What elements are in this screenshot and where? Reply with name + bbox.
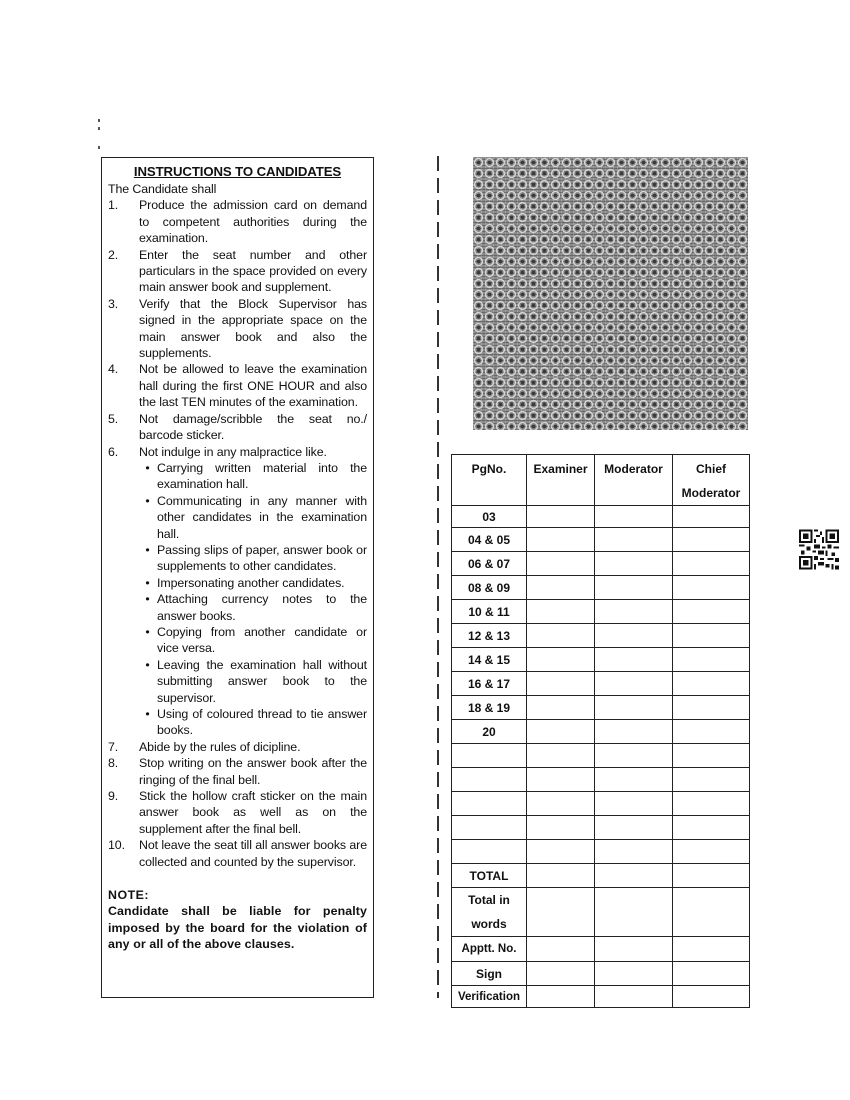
- page-number-cell: 06 & 07: [452, 552, 527, 576]
- moderator-cell[interactable]: [595, 937, 673, 962]
- instruction-number: 10.: [108, 838, 125, 853]
- malpractice-text: Impersonating another candidates.: [157, 575, 345, 590]
- page-number-cell: 16 & 17: [452, 672, 527, 696]
- instructions-title: INSTRUCTIONS TO CANDIDATES: [133, 164, 342, 179]
- qr-code-icon: [799, 529, 839, 570]
- instruction-number: 1.: [108, 198, 119, 213]
- margin-tick: [98, 146, 100, 149]
- table-row: [452, 506, 750, 528]
- moderator-cell[interactable]: [595, 648, 673, 672]
- instruction-text: Stick the hollow craft sticker on the main answer book as well as on the supplement after the final bell.: [139, 789, 367, 836]
- examiner-cell[interactable]: [527, 672, 595, 696]
- examiner-cell[interactable]: [527, 744, 595, 768]
- examiner-cell[interactable]: [527, 888, 595, 937]
- malpractice-text: Passing slips of paper, answer book or supplements to other candidates.: [157, 542, 367, 574]
- instruction-body: [139, 444, 367, 739]
- malpractice-item: [138, 591, 367, 624]
- malpractice-text: Communicating in any manner with other candidates in the examination hall.: [157, 493, 367, 541]
- header-chief-moderator: Chief Moderator: [673, 455, 750, 506]
- total-words-row: [452, 888, 750, 937]
- blank-cell[interactable]: [452, 840, 527, 864]
- chief-moderator-cell[interactable]: [673, 506, 750, 528]
- blank-cell[interactable]: [452, 768, 527, 792]
- chief-moderator-cell[interactable]: [673, 576, 750, 600]
- chief-moderator-cell[interactable]: [673, 648, 750, 672]
- margin-tick: [98, 119, 100, 122]
- instruction-number: 4.: [108, 362, 119, 377]
- table-row: [452, 624, 750, 648]
- examiner-cell[interactable]: [527, 576, 595, 600]
- instruction-number: 7.: [108, 739, 119, 754]
- table-row-blank: [452, 768, 750, 792]
- header-pgno: PgNo.: [452, 455, 527, 506]
- malpractice-text: Leaving the examination hall without submitting answer book to the supervisor.: [157, 657, 367, 705]
- moderator-cell[interactable]: [595, 840, 673, 864]
- malpractice-text: Carrying written material into the examination hall.: [157, 460, 367, 492]
- instruction-number: 5.: [108, 411, 119, 426]
- moderator-cell[interactable]: [595, 962, 673, 986]
- instruction-item: [108, 361, 367, 410]
- chief-moderator-cell[interactable]: [673, 962, 750, 986]
- examiner-cell[interactable]: [527, 624, 595, 648]
- instruction-number: 9.: [108, 789, 119, 804]
- bullet-icon: •: [145, 542, 150, 557]
- total-label: TOTAL: [452, 864, 527, 888]
- examiner-cell[interactable]: [527, 720, 595, 744]
- total-row: [452, 864, 750, 888]
- table-row: [452, 552, 750, 576]
- instruction-item: [108, 444, 367, 739]
- instruction-text: Stop writing on the answer book after the ringing of the final bell.: [139, 756, 367, 787]
- marks-table: [451, 454, 750, 1008]
- instruction-text: Not leave the seat till all answer books are collected and counted by the supervisor.: [139, 838, 367, 869]
- bullet-icon: •: [145, 707, 150, 721]
- moderator-cell[interactable]: [595, 986, 673, 1008]
- chief-moderator-cell[interactable]: [673, 720, 750, 744]
- moderator-cell[interactable]: [595, 720, 673, 744]
- malpractice-item: [138, 706, 367, 739]
- instructions-list: [108, 197, 367, 870]
- page-number-cell: 03: [452, 506, 527, 528]
- instruction-text: Enter the seat number and other particulars in the space provided on every main answer book and supplement.: [139, 247, 367, 295]
- security-pattern: [473, 157, 748, 430]
- instruction-item: [108, 755, 367, 788]
- moderator-cell[interactable]: [595, 816, 673, 840]
- blank-cell[interactable]: [452, 792, 527, 816]
- moderator-cell[interactable]: [595, 576, 673, 600]
- page-number-cell: 08 & 09: [452, 576, 527, 600]
- table-row: [452, 600, 750, 624]
- examiner-cell[interactable]: [527, 696, 595, 720]
- page-number-cell: 12 & 13: [452, 624, 527, 648]
- malpractice-text: Using of coloured thread to tie answer books.: [157, 707, 367, 738]
- bullet-icon: •: [145, 624, 150, 639]
- malpractice-text: Attaching currency notes to the answer books.: [157, 592, 367, 623]
- examiner-cell[interactable]: [527, 986, 595, 1008]
- blank-cell[interactable]: [452, 816, 527, 840]
- verification-label: Verification: [452, 986, 527, 1008]
- table-row: [452, 528, 750, 552]
- instruction-text: Not damage/scribble the seat no./ barcode sticker.: [139, 411, 367, 443]
- chief-moderator-cell[interactable]: [673, 986, 750, 1008]
- header-moderator: Moderator: [595, 455, 673, 506]
- moderator-cell[interactable]: [595, 792, 673, 816]
- blank-cell[interactable]: [452, 744, 527, 768]
- instruction-text: Not be allowed to leave the examination hall during the first ONE HOUR and also the last TEN minutes of the examination.: [139, 362, 367, 410]
- malpractice-item: [138, 624, 367, 657]
- chief-moderator-cell[interactable]: [673, 792, 750, 816]
- chief-moderator-cell[interactable]: [673, 864, 750, 888]
- moderator-cell[interactable]: [595, 624, 673, 648]
- instruction-item: [108, 837, 367, 870]
- chief-moderator-cell[interactable]: [673, 768, 750, 792]
- page-number-cell: 10 & 11: [452, 600, 527, 624]
- table-row: [452, 576, 750, 600]
- header-examiner: Examiner: [527, 455, 595, 506]
- malpractice-item: [138, 493, 367, 542]
- examiner-cell[interactable]: [527, 864, 595, 888]
- moderator-cell[interactable]: [595, 744, 673, 768]
- examiner-cell[interactable]: [527, 528, 595, 552]
- table-row: [452, 696, 750, 720]
- cut-line-divider: [437, 156, 439, 998]
- examiner-cell[interactable]: [527, 600, 595, 624]
- instruction-number: 8.: [108, 756, 119, 771]
- instruction-number: 6.: [108, 444, 119, 459]
- moderator-cell[interactable]: [595, 768, 673, 792]
- total-words-label: Total in words: [452, 888, 527, 937]
- sign-row: [452, 962, 750, 986]
- malpractice-item: [138, 542, 367, 575]
- instruction-text: Verify that the Block Supervisor has signed in the appropriate space on the main answer book and also the supplements.: [139, 296, 367, 361]
- chief-moderator-cell[interactable]: [673, 816, 750, 840]
- examiner-cell[interactable]: [527, 552, 595, 576]
- appointment-row: [452, 937, 750, 962]
- examiner-cell[interactable]: [527, 816, 595, 840]
- instruction-text: Not indulge in any malpractice like.: [139, 444, 327, 459]
- bullet-icon: •: [145, 657, 150, 672]
- chief-moderator-cell[interactable]: [673, 937, 750, 962]
- instructions-box: [101, 157, 374, 998]
- table-row-blank: [452, 840, 750, 864]
- moderator-cell[interactable]: [595, 696, 673, 720]
- moderator-cell[interactable]: [595, 506, 673, 528]
- instruction-number: 3.: [108, 296, 119, 311]
- examiner-cell[interactable]: [527, 937, 595, 962]
- instruction-item: [108, 739, 367, 755]
- instruction-item: [108, 788, 367, 837]
- malpractice-text: Copying from another candidate or vice versa.: [157, 624, 367, 656]
- moderator-cell[interactable]: [595, 528, 673, 552]
- verification-row: [452, 986, 750, 1008]
- chief-moderator-cell[interactable]: [673, 696, 750, 720]
- note-text: Candidate shall be liable for penalty imposed by the board for the violation of any or all of the above clauses.: [108, 904, 367, 952]
- instruction-item: [108, 197, 367, 246]
- sign-label: Sign: [452, 962, 527, 986]
- chief-moderator-cell[interactable]: [673, 840, 750, 864]
- table-row: [452, 648, 750, 672]
- instruction-text: Abide by the rules of dicipline.: [139, 739, 301, 754]
- moderator-cell[interactable]: [595, 600, 673, 624]
- appointment-label: Apptt. No.: [452, 937, 527, 962]
- table-row: [452, 720, 750, 744]
- note-title: NOTE:: [108, 888, 150, 903]
- table-row-blank: [452, 744, 750, 768]
- malpractice-item: [138, 657, 367, 706]
- examiner-cell[interactable]: [527, 962, 595, 986]
- instructions-intro: The Candidate shall: [108, 182, 217, 196]
- chief-moderator-cell[interactable]: [673, 528, 750, 552]
- instruction-item: [108, 247, 367, 296]
- margin-tick: [98, 127, 100, 130]
- examiner-cell[interactable]: [527, 792, 595, 816]
- chief-moderator-cell[interactable]: [673, 744, 750, 768]
- moderator-cell[interactable]: [595, 672, 673, 696]
- instruction-number: 2.: [108, 247, 119, 262]
- table-row-blank: [452, 792, 750, 816]
- marks-header-row: [452, 455, 750, 506]
- examiner-cell[interactable]: [527, 648, 595, 672]
- moderator-cell[interactable]: [595, 552, 673, 576]
- page-number-cell: 04 & 05: [452, 528, 527, 552]
- malpractice-item: [138, 575, 367, 591]
- page-number-cell: 14 & 15: [452, 648, 527, 672]
- moderator-cell[interactable]: [595, 864, 673, 888]
- bullet-icon: •: [145, 460, 150, 475]
- table-row: [452, 672, 750, 696]
- page-number-cell: 18 & 19: [452, 696, 527, 720]
- page-number-cell: 20: [452, 720, 527, 744]
- chief-moderator-cell[interactable]: [673, 552, 750, 576]
- bullet-icon: •: [145, 592, 150, 607]
- moderator-cell[interactable]: [595, 888, 673, 937]
- examiner-cell[interactable]: [527, 506, 595, 528]
- malpractice-item: [138, 460, 367, 493]
- examiner-cell[interactable]: [527, 840, 595, 864]
- instruction-item: [108, 296, 367, 362]
- bullet-icon: •: [145, 493, 150, 508]
- chief-moderator-cell[interactable]: [673, 888, 750, 937]
- chief-moderator-cell[interactable]: [673, 600, 750, 624]
- chief-moderator-cell[interactable]: [673, 624, 750, 648]
- bullet-icon: •: [145, 575, 150, 590]
- examiner-cell[interactable]: [527, 768, 595, 792]
- chief-moderator-cell[interactable]: [673, 672, 750, 696]
- instruction-item: [108, 411, 367, 444]
- instruction-text: Produce the admission card on demand to competent authorities during the examination.: [139, 198, 367, 246]
- table-row-blank: [452, 816, 750, 840]
